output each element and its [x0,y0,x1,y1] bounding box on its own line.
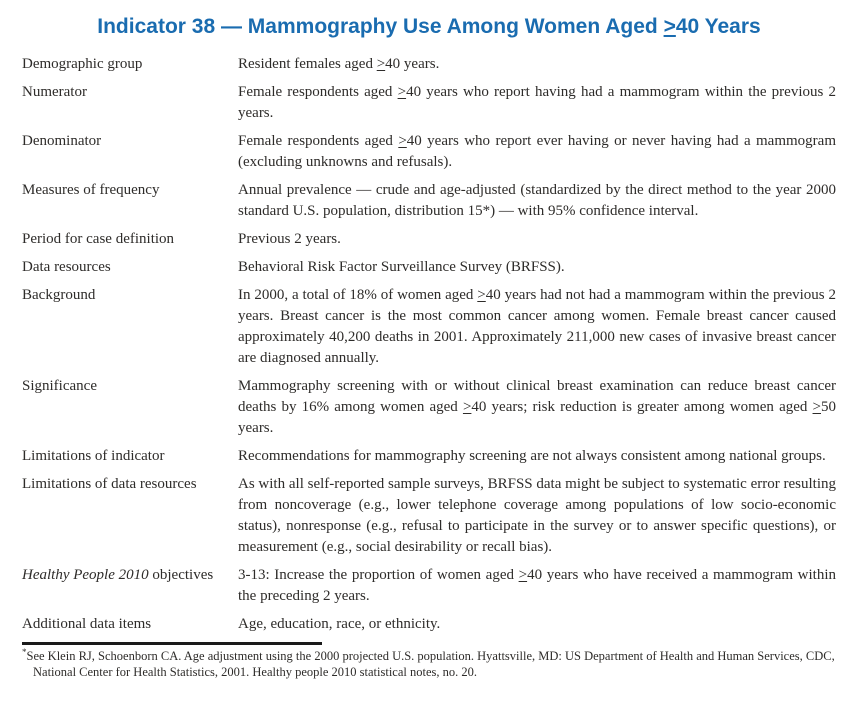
definition-row [22,474,836,558]
definition-row [22,180,836,222]
row-label: Additional data items [22,616,152,632]
row-label: Significance [22,378,97,394]
definition-row [22,376,836,439]
definition-row [22,446,836,467]
definition-row [22,131,836,173]
row-value: In 2000, a total of 18% of women aged >40 years had not had a mammogram within the previous 2 years. Breast cancer is the most common cancer among women. Female breast cancer caused approximately 40,200 deaths in 2001. Approximately 211,000 new cases of invasive breast cancer are diagnosed annually. [238,287,836,366]
footnote-divider [22,642,322,645]
definition-row [22,614,836,635]
row-label: Demographic group [22,56,143,72]
row-value: 3-13: Increase the proportion of women aged >40 years who have received a mammogram within the preceding 2 years. [238,567,837,604]
row-label: Limitations of indicator [22,448,165,464]
row-label: Healthy People 2010 objectives [22,567,214,583]
row-label: Denominator [22,133,102,149]
row-value: Annual prevalence — crude and age-adjusted (standardized by the direct method to the year 2000 standard U.S. population, distribution 15*) — with 95% confidence interval. [238,182,836,219]
row-label: Measures of frequency [22,182,160,198]
definition-row [22,229,836,250]
definition-row [22,285,836,369]
row-label: Background [22,287,96,303]
row-value: Mammography screening with or without clinical breast examination can reduce breast cancer deaths by 16% among women aged >40 years; risk reduction is greater among women aged >50 years. [238,378,836,436]
definition-row [22,257,836,278]
row-label: Data resources [22,259,111,275]
row-value: Resident females aged >40 years. [238,56,440,72]
row-value: Age, education, race, or ethnicity. [238,616,441,632]
row-value: Previous 2 years. [238,231,341,247]
footnote-marker: * [22,646,27,657]
indicator-definition-list [22,54,836,635]
row-value: Behavioral Risk Factor Surveillance Survey (BRFSS). [238,259,565,275]
definition-row [22,54,836,75]
row-value: Female respondents aged >40 years who report having had a mammogram within the previous 2 years. [238,84,836,121]
row-value: Female respondents aged >40 years who report ever having or never having had a mammogram (excluding unknowns and refusals). [238,133,836,170]
row-label: Limitations of data resources [22,476,197,492]
row-value: Recommendations for mammography screening are not always consistent among national groups. [238,448,826,464]
page-title: Indicator 38 — Mammography Use Among Women Aged >40 Years [97,15,761,38]
definition-row [22,565,836,607]
row-label: Period for case definition [22,231,175,247]
footnote-text: See Klein RJ, Schoenborn CA. Age adjustment using the 2000 projected U.S. population. Hyattsville, MD: US Department of Health and Human Services, CDC, National Center for Health Statistics, 2001. Healthy people 2010 statistical notes, no. 20. [26,649,835,679]
row-value: As with all self-reported sample surveys, BRFSS data might be subject to systematic error resulting from noncoverage (e.g., lower telephone coverage among populations of low socio-economic status), nonresponse (e.g., refusal to participate in the survey or to answer specific questions), or measurement (e.g., social desirability or recall bias). [238,476,836,555]
footnote [22,648,836,680]
row-label: Numerator [22,84,87,100]
definition-row [22,82,836,124]
